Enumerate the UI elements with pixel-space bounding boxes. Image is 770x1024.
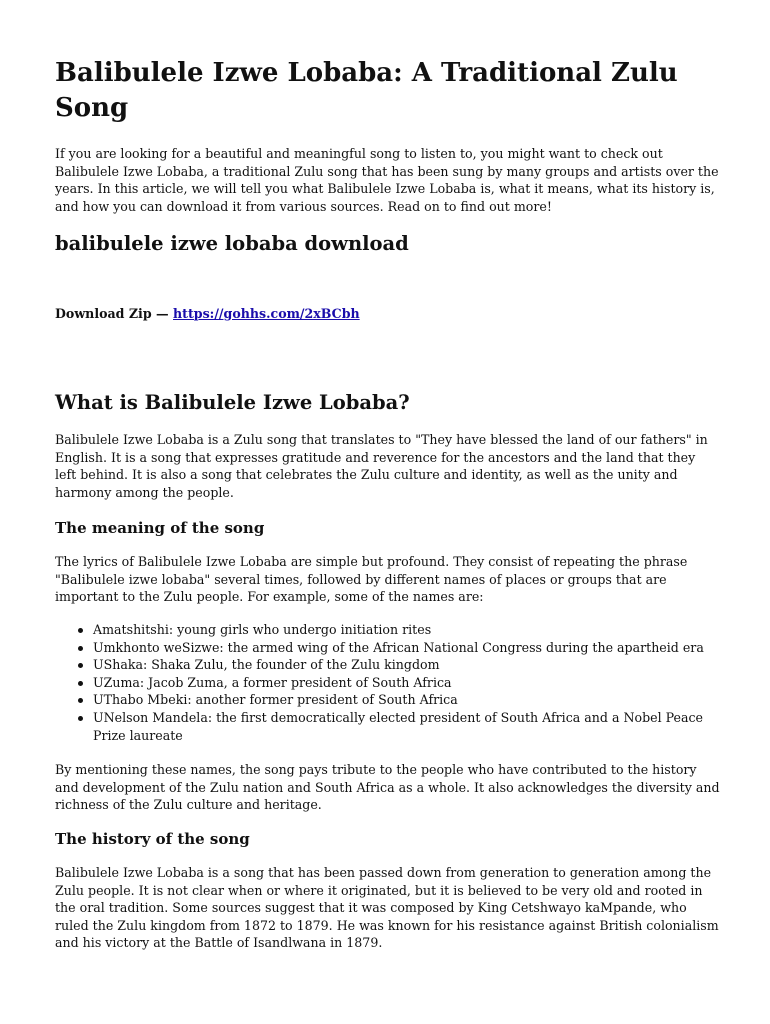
list-item: UShaka: Shaka Zulu, the founder of the Zulu kingdom [93,656,720,674]
page-title: Balibulele Izwe Lobaba: A Traditional Zulu Song [55,58,678,123]
section-meaning-closing: By mentioning these names, the song pays tribute to the people who have contributed to the history and development of the Zulu nation and South Africa as a whole. It also acknowledges the diversity and richness of the Zulu culture and heritage. [55,762,720,813]
bullet-icon [78,716,83,721]
download-label: Download Zip — [55,306,173,321]
section-history-heading: The history of the song [55,830,250,848]
section-meaning-paragraph: The lyrics of Balibulele Izwe Lobaba are simple but profound. They consist of repeating the phrase "Balibulele izwe lobaba" several times, followed by different names of places or groups that are important to the Zulu people. For example, some of the names are: [55,554,688,605]
bullet-icon [78,646,83,651]
bullet-icon [78,681,83,686]
section-what-paragraph: Balibulele Izwe Lobaba is a Zulu song that translates to "They have blessed the land of our fathers" in English. It is a song that expresses gratitude and reverence for the ancestors and the land that they left behind. It is also a song that celebrates the Zulu culture and identity, as well as the unity and harmony among the people. [55,432,708,500]
download-line [55,305,360,323]
section-meaning-heading: The meaning of the song [55,519,265,537]
list-item: UZuma: Jacob Zuma, a former president of South Africa [93,674,720,692]
bullet-icon [78,663,83,668]
section-history-paragraph: Balibulele Izwe Lobaba is a song that has been passed down from generation to generation among the Zulu people. It is not clear when or where it originated, but it is believed to be very old and rooted in the oral tradition. Some sources suggest that it was composed by King Cetshwayo kaMpande, who ruled the Zulu kingdom from 1872 to 1879. He was known for his resistance against British colonialism and his victory at the Battle of Isandlwana in 1879. [55,865,719,951]
list-item: Umkhonto weSizwe: the armed wing of the African National Congress during the apartheid era [93,639,720,657]
download-link[interactable]: https://gohhs.com/2xBCbh [173,306,360,321]
list-item: UNelson Mandela: the first democratically elected president of South Africa and a Nobel Peace Prize laureate [93,709,720,744]
section-what-heading: What is Balibulele Izwe Lobaba? [55,391,410,414]
list-item: Amatshitshi: young girls who undergo initiation rites [93,621,720,639]
bullet-icon [78,628,83,633]
download-heading: balibulele izwe lobaba download [55,232,409,255]
bullet-icon [78,698,83,703]
list-item: UThabo Mbeki: another former president of South Africa [93,691,720,709]
names-list [55,621,720,744]
intro-paragraph: If you are looking for a beautiful and meaningful song to listen to, you might want to check out Balibulele Izwe Lobaba, a traditional Zulu song that has been sung by many groups and artists over the years. In this article, we will tell you what Balibulele Izwe Lobaba is, what it means, what its history is, and how you can download it from various sources. Read on to find out more! [55,146,719,214]
